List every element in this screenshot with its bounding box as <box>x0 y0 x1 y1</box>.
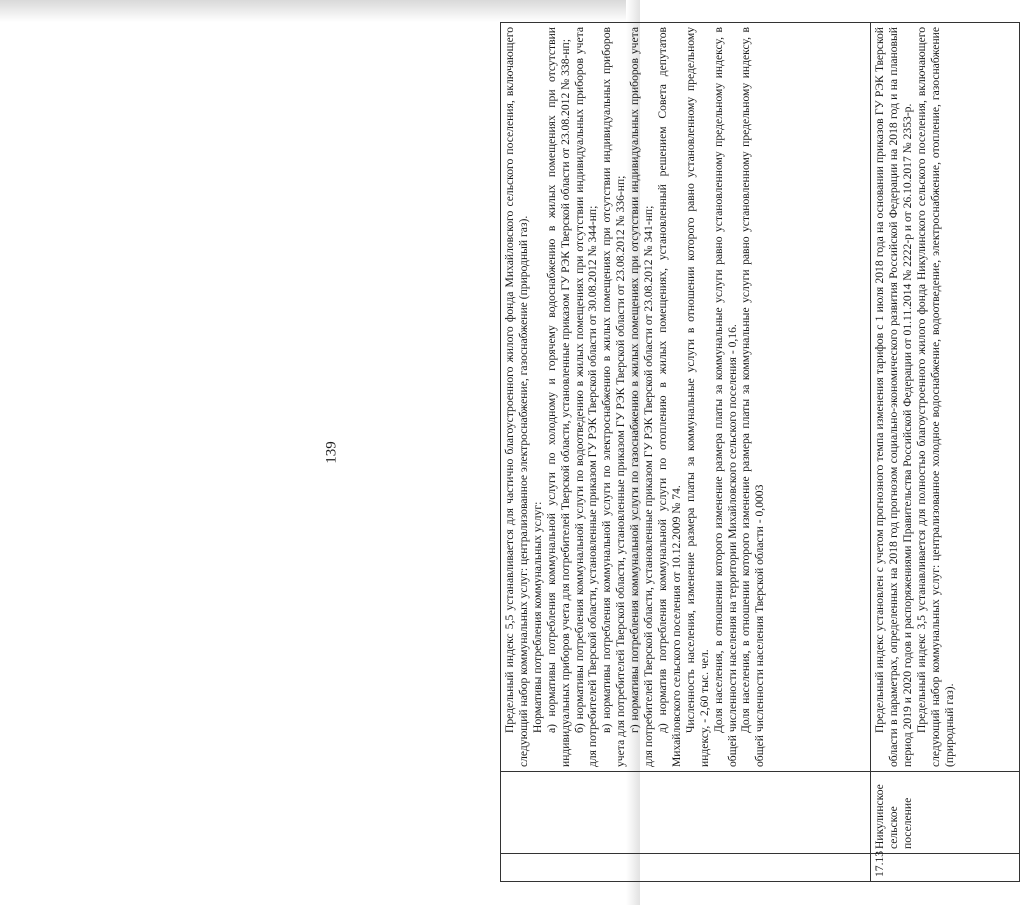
tariff-index-table <box>500 22 1020 882</box>
paragraph-index-statement: Предельный индекс 5,5 устанавливается для частично благоустроенного жилого фонда Михайловского сельского поселения, включающего следующий набор коммунальных услуг: централизованное электроснабжение, газоснабжение (природный газ). <box>503 27 530 767</box>
scan-edge-top <box>0 0 640 22</box>
paragraph-index-basis: Предельный индекс установлен с учетом прогнозного темпа изменения тарифов с 1 июля 2018 года на основании приказов ГУ РЭК Тверской области в параметрах, определенных на 2018 год прогнозом социально-экономического развития Российской Федерации на 2018 год и на плановый период 2019 и 2020 годов и распоряжениями Правительства Российской Федерации от 01.11.2014 № 2222-р и от 26.10.2017 № 2353-р. <box>873 27 914 767</box>
settlement-name-cell <box>501 772 871 854</box>
row-number-cell <box>501 854 871 882</box>
table-row-nikulinskoe <box>871 23 1020 882</box>
description-cell <box>871 23 1020 772</box>
settlement-name-cell: Никулинское сельское поселение <box>871 772 1020 854</box>
norm-item-a: а) нормативы потребления коммунальной услуги по холодному и горячему водоснабжению в жилых помещениях при отсутствии индивидуальных приборов учета для потребителей Тверской области, установленные приказом ГУ РЭК Тверской области от 23.08.2012 № 338-нп; <box>544 27 572 767</box>
norm-item-g: г) нормативы потребления коммунальной услуги по газоснабжению в жилых помещениях при отсутствии индивидуальных приборов учета для потребителей Тверской области, установленные приказом ГУ РЭК Тверской области от 23.08.2012 № 341-нп; <box>628 27 656 767</box>
norm-item-v: в) нормативы потребления коммунальной услуги по электроснабжению в жилых помещениях при отсутствии индивидуальных приборов учета для потребителей Тверской области, установленные приказом ГУ РЭК Тверской области от 23.08.2012 № 336-нп; <box>600 27 628 767</box>
row-number-cell: 17.13 <box>871 854 1020 882</box>
paragraph-norms-heading: Нормативы потребления коммунальных услуг: <box>530 501 544 733</box>
norm-item-d: д) норматив потребления коммунальной услуги по отоплению в жилых помещениях, установленный решением Совета депутатов Михайловского сельского поселения от 10.12.2009 № 74. <box>655 27 683 767</box>
rotated-table-sheet <box>500 22 1020 882</box>
paragraph-share-settlement: Доля населения, в отношении которого изменение размера платы за коммунальные услуги равно установленному предельному индексу, в общей численности населения на территории Михайловского сельского поселения - 0,16. <box>711 27 739 767</box>
norm-item-b: б) нормативы потребления коммунальной услуги по водоотведению в жилых помещениях при отсутствии индивидуальных приборов учета для потребителей Тверской области, установленные приказом ГУ РЭК Тверской области от 30.08.2012 № 344-нп; <box>572 27 600 767</box>
paragraph-index-statement: Предельный индекс 3,5 устанавливается для полностью благоустроенного жилого фонда Никулинского сельского поселения, включающего следующий набор коммунальных услуг: централизованное холодное водоснабжение, водоотведение, электроснабжение, отопление, газоснабжение (природный газ). <box>914 27 956 767</box>
paragraph-population: Численность населения, изменение размера платы за коммунальные услуги в отношении которого равно установленному предельному индексу, - 2,60 тыс. чел. <box>683 27 711 767</box>
page-number: 139 <box>323 441 340 464</box>
description-cell <box>501 23 871 772</box>
table-row-mikhailovskoe <box>501 23 871 882</box>
paragraph-share-region: Доля населения, в отношении которого изменение размера платы за коммунальные услуги равно установленному предельному индексу, в общей численности населения Тверской области - 0,0003 <box>739 27 767 767</box>
